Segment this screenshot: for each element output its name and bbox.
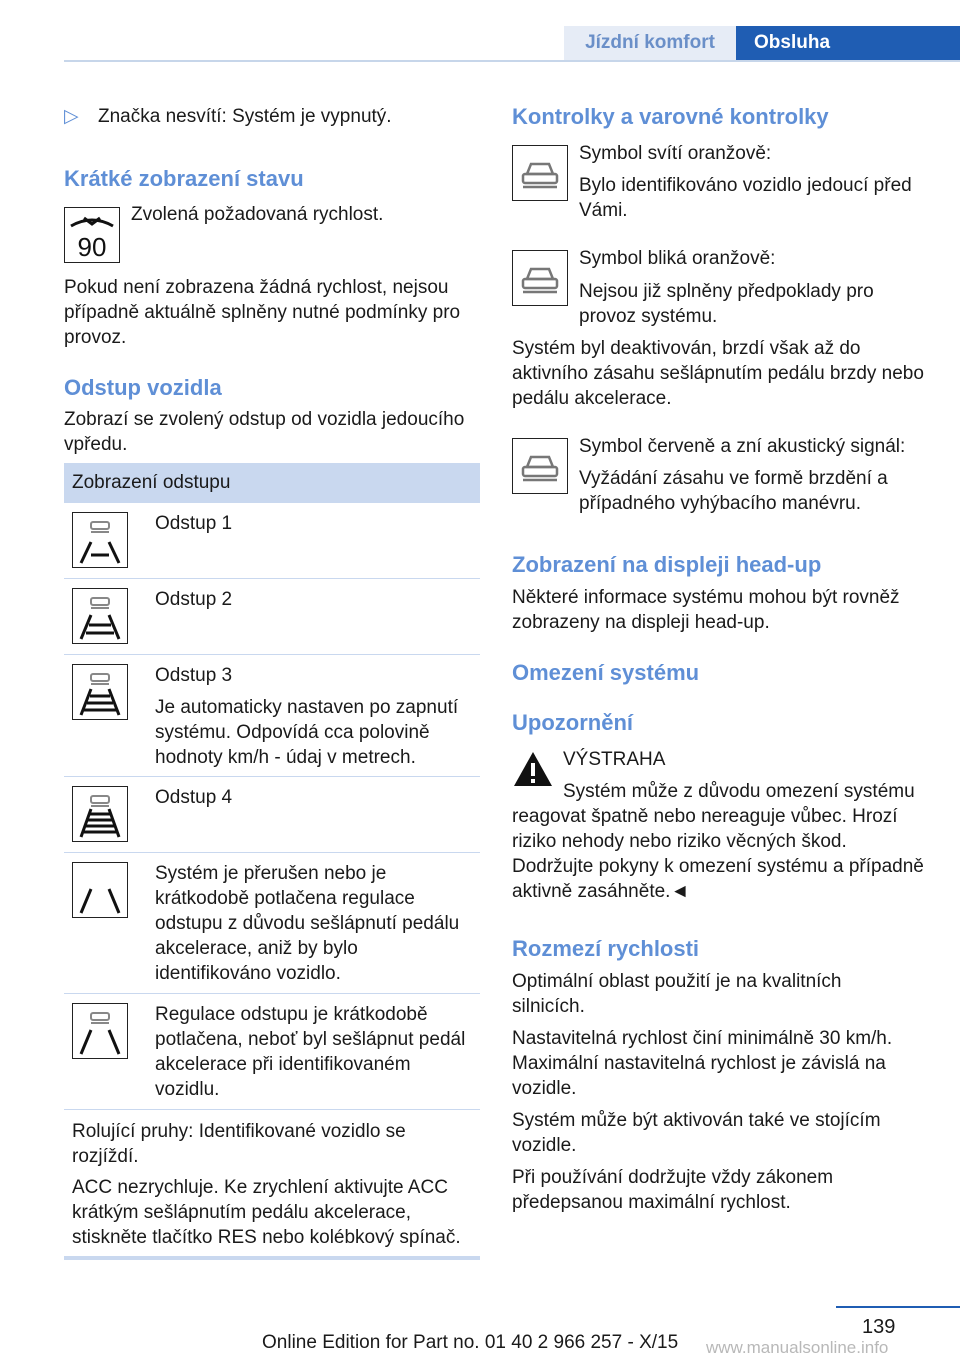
heading-distance: Odstup vozidla <box>64 375 222 400</box>
distance-4-icon <box>72 786 128 842</box>
warning-title: VÝSTRAHA <box>563 749 666 770</box>
svg-text:90: 90 <box>77 232 107 262</box>
row-divider <box>64 578 480 579</box>
heading-limits: Omezení systému <box>512 660 700 685</box>
edition-text: Online Edition for Part no. 01 40 2 966 257 - X/15 <box>262 1332 679 1353</box>
vehicle-red-icon <box>512 438 568 494</box>
indicator-3-text: Vyžádání zásahu ve formě brzdění a případného vyhýbacího manévru. <box>579 468 888 514</box>
row-2-text: Odstup 2 <box>155 589 233 610</box>
heading-short-status: Krátké zobrazení stavu <box>64 166 304 191</box>
indicator-1-text: Bylo identifikováno vozidlo jedoucí před Vámi. <box>579 175 912 221</box>
distance-paragraph: Zobrazí se zvolený odstup od vozidla jedoucího vpředu. <box>64 409 465 455</box>
heading-headup: Zobrazení na displeji head-up <box>512 552 822 577</box>
bullet-icon: ▷ <box>64 106 79 127</box>
header-tab-section: Jízdní komfort <box>564 26 736 60</box>
acc-text: ACC nezrychluje. Ke zrychlení aktivujte ACC krátkým sešlápnutím pedálu akcelerace, stiskněte tlačítko RES nebo kolébkový spínač. <box>72 1177 461 1248</box>
header-tab-chapter: Obsluha <box>736 26 960 60</box>
distance-2-icon <box>72 588 128 644</box>
row-1-text: Odstup 1 <box>155 513 233 534</box>
footer-rule <box>836 1306 960 1308</box>
indicator-3-title: Symbol červeně a zní akustický signál: <box>579 436 906 457</box>
speed-text: Zvolená požadovaná rychlost. <box>131 204 384 225</box>
row-3-detail: Je automaticky nastaven po zapnutí systému. Odpovídá cca polovině hodnoty km/h - údaj v metrech. <box>155 697 459 768</box>
speed-range-p3: Systém může být aktivován také ve stojícím vozidle. <box>512 1110 881 1156</box>
row-divider <box>64 1109 480 1110</box>
no-speed-paragraph: Pokud není zobrazena žádná rychlost, nejsou případně aktuálně splněny nutné podmínky pro provoz. <box>64 277 461 348</box>
speed-range-p2: Nastavitelná rychlost činí minimálně 30 km/h. Maximální nastavitelná rychlost je závislá na vozidle. <box>512 1028 893 1099</box>
indicator-2-title: Symbol bliká oranžově: <box>579 248 776 269</box>
row-divider <box>64 776 480 777</box>
speed-range-p4: Při používání dodržujte vždy zákonem předepsanou maximální rychlost. <box>512 1167 834 1213</box>
indicator-1-title: Symbol svítí oranžově: <box>579 143 772 164</box>
row-6-text: Regulace odstupu je krátkodobě potlačena, neboť byl sešlápnut pedál akcelerace při identifikovaném vozidlu. <box>155 1004 466 1100</box>
heading-warning: Upozornění <box>512 710 633 735</box>
page-number: 139 <box>862 1316 896 1338</box>
heading-speed-range: Rozmezí rychlosti <box>512 936 700 961</box>
bullet-text: Značka nesvítí: Systém je vypnutý. <box>98 106 392 127</box>
indicator-2-text: Nejsou již splněny předpoklady pro provoz systému. <box>579 281 874 327</box>
vehicle-detected-icon <box>512 145 568 201</box>
lanes-interrupted-icon <box>72 862 128 918</box>
header-rule <box>64 60 960 62</box>
distance-3-icon <box>72 664 128 720</box>
watermark: www.manualsonline.info <box>706 1338 889 1357</box>
speed-range-p1: Optimální oblast použití je na kvalitních silnicích. <box>512 971 842 1017</box>
distance-1-icon <box>72 512 128 568</box>
headup-paragraph: Některé informace systému mohou být rovněž zobrazeny na displeji head-up. <box>512 587 900 633</box>
table-header: Zobrazení odstupu <box>64 463 480 503</box>
row-5-text: Systém je přerušen nebo je krátkodobě potlačena regulace odstupu z důvodu sešlápnutí pedálu akcelerace, aniž by bylo identifikováno vozidlo. <box>155 863 460 984</box>
deactivated-paragraph: Systém byl deaktivován, brzdí však až do aktivního zásahu sešlápnutím pedálu brzdy nebo pedálu akcelerace. <box>512 338 924 409</box>
row-divider <box>64 654 480 655</box>
row-4-text: Odstup 4 <box>155 787 233 808</box>
rolling-text: Rolující pruhy: Identifikované vozidlo se rozjíždí. <box>72 1121 406 1167</box>
table-bottom-rule <box>64 1256 480 1260</box>
vehicle-blinking-icon <box>512 250 568 306</box>
vehicle-lanes-icon <box>72 1003 128 1059</box>
heading-indicators: Kontrolky a varovné kontrolky <box>512 104 829 129</box>
row-3-text: Odstup 3 <box>155 665 233 686</box>
warning-text: Systém může z důvodu omezení systému reagovat špatně nebo nereaguje vůbec. Hrozí riziko nehody nebo riziko věcných škod. Dodržujte pokyny k omezení systému a případně aktivně zasáhněte.◄ <box>512 781 924 902</box>
speed-gauge-icon <box>64 207 120 263</box>
row-divider <box>64 852 480 853</box>
row-divider <box>64 993 480 994</box>
